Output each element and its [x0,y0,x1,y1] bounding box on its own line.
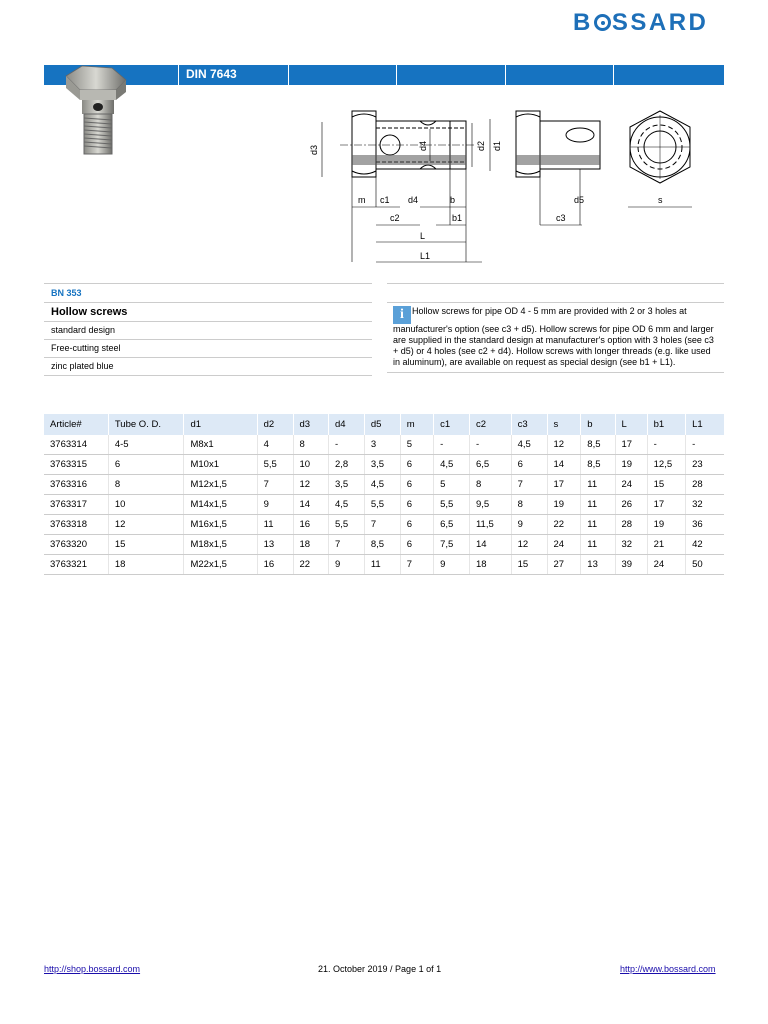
table-cell: 6 [400,535,433,555]
col-header-0: Article# [44,414,108,435]
table-cell: 21 [647,535,685,555]
table-row [44,555,724,575]
col-header-6: d5 [364,414,400,435]
table-cell: 4,5 [328,495,364,515]
footer-date: 21. October 2019 / Page 1 of 1 [318,964,442,974]
table-cell: 12 [547,435,581,455]
table-cell: 22 [547,515,581,535]
website-link[interactable]: http://www.bossard.com [620,964,716,974]
table-cell: 23 [686,455,724,475]
table-cell: 3763314 [44,435,108,455]
col-header-13: L [615,414,647,435]
table-cell: 11 [581,535,615,555]
table-cell: 4 [257,435,293,455]
table-cell: 7 [257,475,293,495]
table-cell: 24 [647,555,685,575]
table-cell: 6,5 [434,515,470,535]
table-cell: 10 [108,495,184,515]
table-cell: 8,5 [581,435,615,455]
table-cell: 17 [647,495,685,515]
table-cell: 14 [469,535,511,555]
table-cell: 11 [257,515,293,535]
table-cell: 7 [364,515,400,535]
table-cell: 7 [400,555,433,575]
col-header-12: b [581,414,615,435]
dimensions-table [44,414,724,575]
table-cell: M16x1,5 [184,515,257,535]
attribute-design: standard design [44,322,372,340]
label-d4-bottom: d4 [408,195,419,205]
table-cell: 12 [293,475,328,495]
table-cell: 6 [400,475,433,495]
col-header-10: c3 [511,414,547,435]
header-bar [44,65,724,85]
table-cell: 15 [647,475,685,495]
table-cell: 27 [547,555,581,575]
table-cell: 9,5 [469,495,511,515]
label-s: s [658,195,663,205]
col-header-8: c1 [434,414,470,435]
table-cell: 9 [328,555,364,575]
table-cell: 12 [108,515,184,535]
table-row [44,455,724,475]
col-header-5: d4 [328,414,364,435]
col-header-11: s [547,414,581,435]
label-d4: d4 [418,140,428,151]
table-cell: 12,5 [647,455,685,475]
table-cell: 5,5 [257,455,293,475]
table-cell: - [469,435,511,455]
label-d1: d1 [492,140,502,151]
table-cell: 14 [547,455,581,475]
table-cell: M10x1 [184,455,257,475]
label-b1: b1 [452,213,463,223]
col-header-15: L1 [686,414,724,435]
table-cell: 24 [547,535,581,555]
table-cell: 8 [511,495,547,515]
table-cell: 9 [511,515,547,535]
table-cell: 8 [469,475,511,495]
table-cell: 5,5 [328,515,364,535]
table-cell: 8,5 [364,535,400,555]
table-cell: 9 [257,495,293,515]
table-cell: 11 [581,495,615,515]
attribute-material: Free-cutting steel [44,340,372,358]
table-cell: 19 [547,495,581,515]
table-row [44,515,724,535]
table-cell: 13 [257,535,293,555]
table-cell: 6 [400,495,433,515]
table-cell: 3 [364,435,400,455]
col-header-4: d3 [293,414,328,435]
table-cell: 5 [434,475,470,495]
table-cell: 18 [293,535,328,555]
table-cell: 24 [615,475,647,495]
table-cell: 8 [108,475,184,495]
table-cell: 22 [293,555,328,575]
label-d5: d5 [574,195,585,205]
table-header-row [44,414,724,435]
table-cell: 3763321 [44,555,108,575]
table-cell: 50 [686,555,724,575]
table-cell: 39 [615,555,647,575]
table-cell: 36 [686,515,724,535]
table-cell: 11,5 [469,515,511,535]
table-cell: 4,5 [364,475,400,495]
table-cell: - [686,435,724,455]
table-cell: 6 [400,455,433,475]
table-cell: M12x1,5 [184,475,257,495]
label-c3: c3 [556,213,566,223]
table-cell: 11 [581,475,615,495]
col-header-1: Tube O. D. [108,414,184,435]
table-cell: M22x1,5 [184,555,257,575]
table-cell: 13 [581,555,615,575]
table-cell: - [434,435,470,455]
table-row [44,435,724,455]
attribute-finish: zinc plated blue [44,358,372,376]
notes-text: Hollow screws for pipe OD 4 - 5 mm are provided with 2 or 3 holes at manufacturer's option (see c3 + d5). Hollow screws for pipe OD 6 mm and larger are supplied in the standard design at manufacturer's option with 3 holes (see c3 + d5) or 4 holes (see c2 + d4). Hollow screws with longer threads (e.g. like used in aluminum), are available on request as special design (see b1 + L1). [393,306,714,367]
table-cell: - [647,435,685,455]
label-d3: d3 [309,144,319,155]
table-cell: 2,8 [328,455,364,475]
table-row [44,475,724,495]
table-cell: 32 [615,535,647,555]
bossard-logo: B SSARD [573,9,709,36]
table-cell: 28 [615,515,647,535]
product-code: BN 353 [44,283,372,303]
table-cell: 11 [581,515,615,535]
table-cell: 14 [293,495,328,515]
label-c2: c2 [390,213,400,223]
table-cell: - [328,435,364,455]
table-cell: 42 [686,535,724,555]
label-m: m [358,195,366,205]
table-cell: 6 [400,515,433,535]
table-cell: 6,5 [469,455,511,475]
table-cell: 3763318 [44,515,108,535]
col-header-14: b1 [647,414,685,435]
table-cell: 17 [615,435,647,455]
table-cell: 7,5 [434,535,470,555]
table-cell: 5,5 [434,495,470,515]
table-cell: M14x1,5 [184,495,257,515]
table-cell: 17 [547,475,581,495]
table-cell: 11 [364,555,400,575]
table-cell: 19 [615,455,647,475]
shop-link[interactable]: http://shop.bossard.com [44,964,141,974]
table-cell: 3,5 [364,455,400,475]
table-row [44,495,724,515]
label-L: L [420,231,426,241]
table-cell: 19 [647,515,685,535]
notes-box [387,283,724,373]
table-cell: 6 [511,455,547,475]
label-c1: c1 [380,195,390,205]
table-row [44,535,724,555]
table-cell: 18 [469,555,511,575]
table-cell: 3763317 [44,495,108,515]
label-b: b [450,195,456,205]
table-cell: 4,5 [511,435,547,455]
table-cell: M8x1 [184,435,257,455]
table-cell: 4,5 [434,455,470,475]
table-cell: 32 [686,495,724,515]
table-cell: 16 [293,515,328,535]
table-cell: 7 [328,535,364,555]
table-cell: 7 [511,475,547,495]
col-header-2: d1 [184,414,257,435]
table-cell: 12 [511,535,547,555]
product-info [44,283,372,376]
table-cell: 18 [108,555,184,575]
table-cell: 3763315 [44,455,108,475]
table-cell: 3,5 [328,475,364,495]
table-body [44,435,724,575]
table-cell: M18x1,5 [184,535,257,555]
table-cell: 16 [257,555,293,575]
table-cell: 9 [434,555,470,575]
product-name: Hollow screws [44,303,372,322]
table-cell: 8 [293,435,328,455]
table-cell: 4-5 [108,435,184,455]
table-cell: 3763320 [44,535,108,555]
table-cell: 26 [615,495,647,515]
col-header-9: c2 [469,414,511,435]
label-L1: L1 [420,251,431,261]
table-cell: 15 [108,535,184,555]
table-cell: 8,5 [581,455,615,475]
info-icon: i [393,306,411,324]
technical-drawing [300,97,720,267]
label-d2: d2 [476,140,486,151]
standard-title: DIN 7643 [186,67,237,81]
col-header-3: d2 [257,414,293,435]
table-cell: 3763316 [44,475,108,495]
table-cell: 28 [686,475,724,495]
table-cell: 5 [400,435,433,455]
product-photo [60,60,140,160]
table-cell: 10 [293,455,328,475]
table-cell: 6 [108,455,184,475]
col-header-7: m [400,414,433,435]
table-cell: 15 [511,555,547,575]
table-cell: 5,5 [364,495,400,515]
